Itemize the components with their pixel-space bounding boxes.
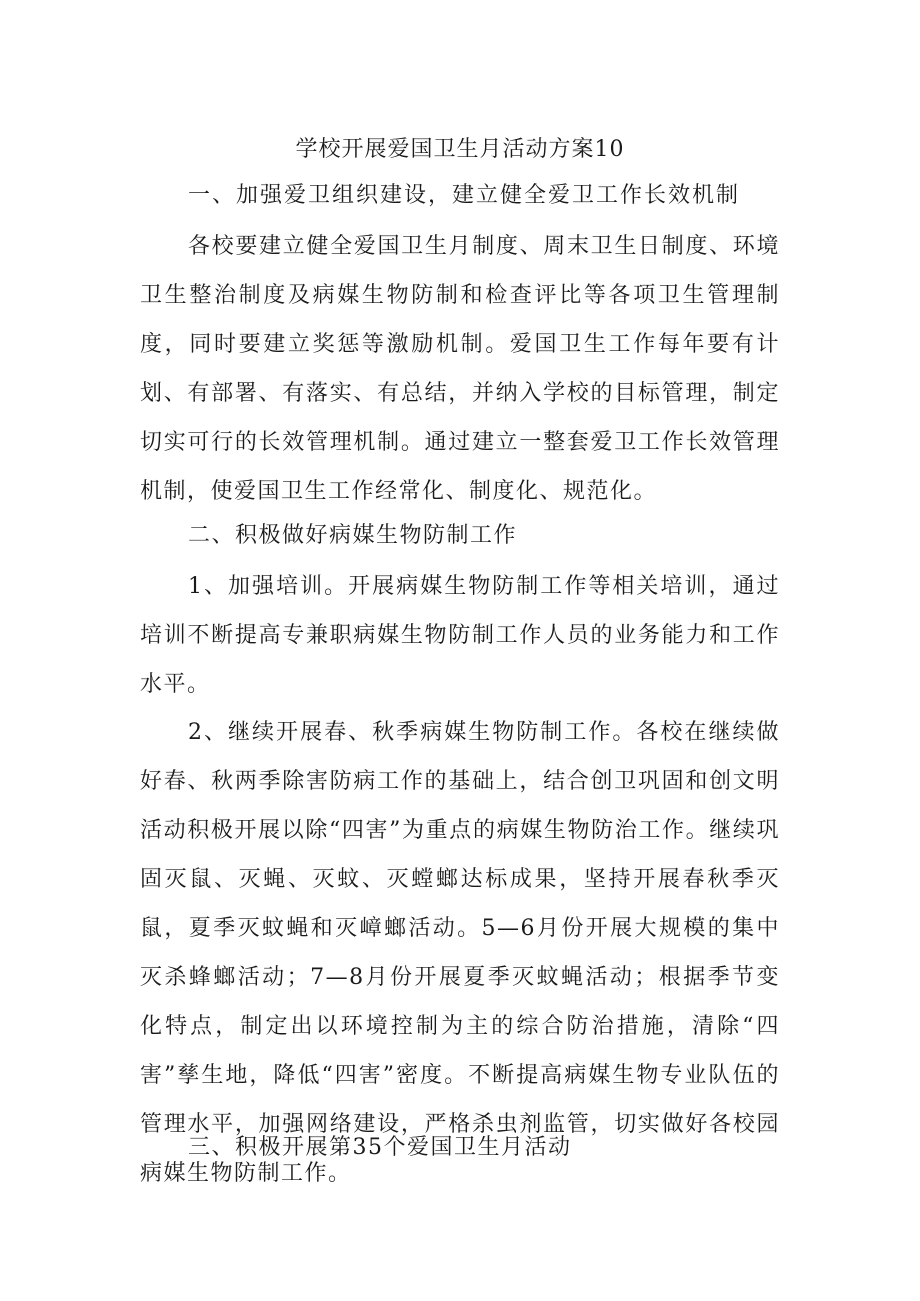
section-2-item-2: 2、继续开展春、秋季病媒生物防制工作。各校在继续做好春、秋两季除害防病工作的基础上，结合创卫巩固和创文明活动积极开展以除“四害”为重点的病媒生物防治工作。继续巩固灭鼠、灭蝇、灭蚊、灭螳螂达标成果，坚持开展春秋季灭鼠，夏季灭蚊蝇和灭嶂螂活动。5—6月份开展大规模的集中灭杀蜂螂活动；7—8月份开展夏季灭蚊蝇活动；根据季节变化特点，制定出以环境控制为主的综合防治措施，清除“四害”孳生地，降低“四害”密度。不断提高病媒生物专业队伍的管理水平，加强网络建设，严格杀虫剂监管，切实做好各校园病媒生物防制工作。: [140, 720, 780, 1186]
section-3-heading: 三、积极开展第35个爱国卫生月活动: [188, 1135, 572, 1160]
section-1-body: 各校要建立健全爱国卫生月制度、周末卫生日制度、环境卫生整治制度及病媒生物防制和检查评比等各项卫生管理制度，同时要建立奖惩等激励机制。爱国卫生工作每年要有计划、有部署、有落实、有总结，并纳入学校的目标管理，制定切实可行的长效管理机制。通过建立一整套爱卫工作长效管理机制，使爱国卫生工作经常化、制度化、规范化。: [140, 234, 780, 504]
document-title: 学校开展爱国卫生月活动方案10: [295, 137, 625, 162]
section-2-heading: 二、积极做好病媒生物防制工作: [188, 523, 518, 548]
section-2-item-1: 1、加强培训。开展病媒生物防制工作等相关培训，通过培训不断提高专兼职病媒生物防制工作人员的业务能力和工作水平。: [140, 574, 780, 697]
section-1-heading: 一、加强爱卫组织建设，建立健全爱卫工作长效机制: [188, 183, 741, 208]
